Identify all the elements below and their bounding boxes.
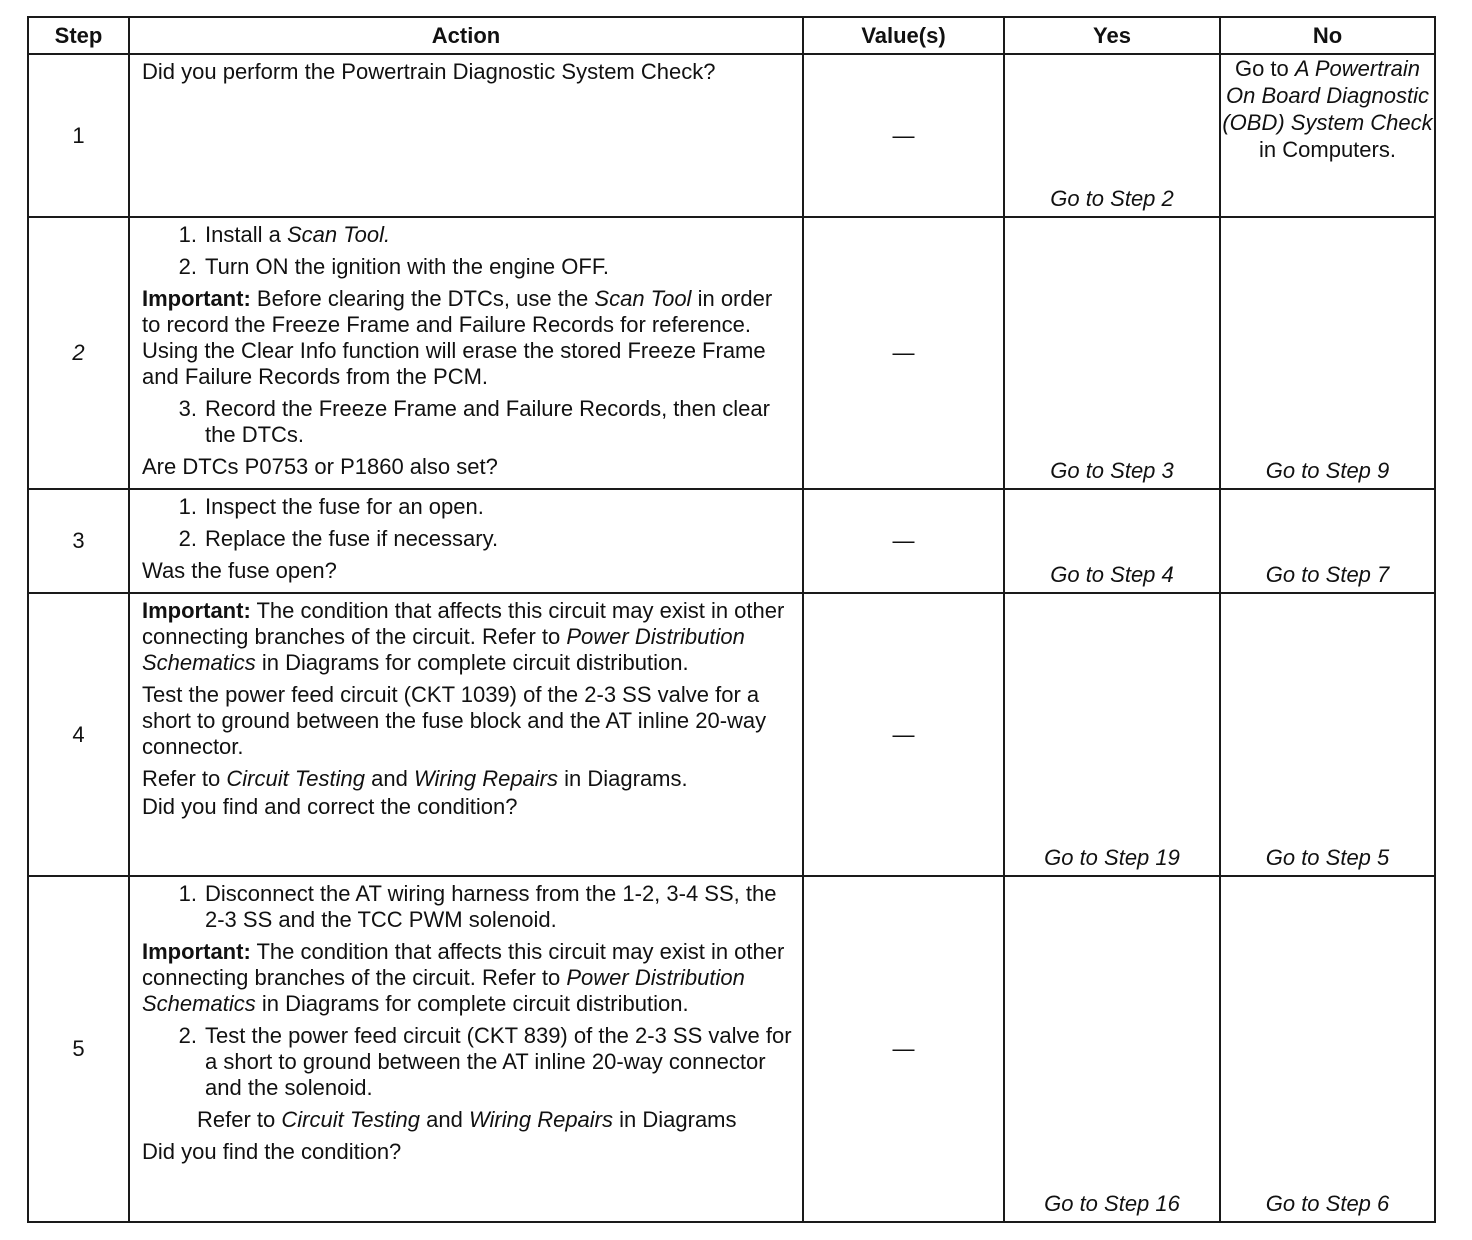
no-goto: Go to Step 6 — [1265, 1191, 1390, 1216]
reference-text: and — [371, 766, 408, 791]
no-goto: Go to Step 5 — [1265, 845, 1390, 870]
yes-goto: Go to Step 2 — [1050, 186, 1174, 211]
reference-text: and — [426, 1107, 463, 1132]
no-goto-prefix: Go to — [1234, 56, 1289, 81]
action-question: Did you perform the Powertrain Diagnostic System Check? — [142, 59, 716, 84]
reference-text: in Diagrams — [619, 1107, 737, 1132]
action-list-item — [142, 254, 792, 280]
action-list-item — [142, 494, 792, 520]
table-row — [28, 54, 1435, 217]
no-goto-in: in — [1259, 137, 1277, 162]
action-cell — [129, 593, 803, 876]
yes-cell — [1004, 489, 1220, 593]
step-number: 2 — [28, 217, 129, 489]
important-text: in order to record the Freeze Frame and Failure Records for reference. Using the Clear Info function will erase the stored Freeze Frame and Failure Records from the PCM. — [142, 286, 773, 389]
table-row — [28, 876, 1435, 1222]
important-text: The condition that affects this circuit may exist in other connecting branches of the circuit. Refer to — [142, 598, 785, 649]
action-question: Did you find the condition? — [142, 1139, 402, 1164]
list-text: Install a — [205, 222, 281, 247]
no-cell — [1220, 876, 1435, 1222]
yes-goto: Go to Step 4 — [1050, 562, 1174, 587]
value-cell — [803, 217, 1004, 489]
reference-text: Refer to — [197, 1107, 276, 1132]
header-action: Action — [129, 17, 803, 54]
reference-italic: Circuit Testing — [226, 766, 365, 791]
important-label: Important: — [142, 286, 251, 311]
action-question: Are DTCs P0753 or P1860 also set? — [142, 454, 498, 479]
no-goto-procedure: A Powertrain On Board Diagnostic (OBD) System Check — [1222, 56, 1433, 135]
header-no: No — [1220, 17, 1435, 54]
list-text: Disconnect the AT wiring harness from the 1-2, 3-4 SS, the 2-3 SS and the TCC PWM solenoid. — [205, 881, 777, 932]
yes-goto: Go to Step 19 — [1044, 845, 1180, 870]
reference-italic: Wiring Repairs — [413, 766, 559, 791]
important-note — [142, 598, 792, 676]
important-text: Before clearing the DTCs, use the — [256, 286, 589, 311]
value-dash: — — [892, 528, 915, 553]
no-goto-section: Computers. — [1282, 137, 1396, 162]
list-text: Record the Freeze Frame and Failure Records, then clear the DTCs. — [205, 396, 770, 447]
important-text: in Diagrams for complete circuit distribution. — [261, 991, 689, 1016]
reference-text: Refer to — [142, 766, 221, 791]
header-row — [28, 17, 1435, 54]
important-label: Important: — [142, 939, 251, 964]
reference-italic: Wiring Repairs — [468, 1107, 614, 1132]
important-label: Important: — [142, 598, 251, 623]
action-list-item — [142, 222, 792, 248]
step-number: 5 — [28, 876, 129, 1222]
value-cell — [803, 593, 1004, 876]
value-dash: — — [892, 721, 915, 747]
table-row — [28, 217, 1435, 489]
list-text: Test the power feed circuit (CKT 839) of the 2-3 SS valve for a short to ground between the AT inline 20-way connector and the solenoid. — [205, 1023, 792, 1100]
action-cell — [129, 217, 803, 489]
value-dash: — — [892, 1036, 915, 1061]
reference-italic: Circuit Testing — [281, 1107, 420, 1132]
header-step: Step — [28, 17, 129, 54]
action-list-item — [142, 526, 792, 552]
action-list-item — [142, 1023, 792, 1101]
list-number: 1. — [178, 881, 197, 906]
step-number: 1 — [28, 54, 129, 217]
header-values: Value(s) — [803, 17, 1004, 54]
no-goto: Go to Step 9 — [1265, 458, 1390, 483]
step-number: 3 — [28, 489, 129, 593]
yes-goto: Go to Step 16 — [1044, 1191, 1180, 1216]
value-dash: — — [892, 123, 915, 149]
yes-cell — [1004, 217, 1220, 489]
important-text: in Diagrams for complete circuit distribution. — [261, 650, 689, 675]
important-text-italic: Power Distribution Schematics — [142, 624, 745, 675]
yes-cell — [1004, 54, 1220, 217]
no-cell — [1220, 489, 1435, 593]
value-cell — [803, 876, 1004, 1222]
no-goto: Go to Step 7 — [1265, 562, 1390, 587]
no-cell — [1220, 217, 1435, 489]
action-question: Was the fuse open? — [142, 558, 337, 583]
yes-cell — [1004, 593, 1220, 876]
important-text: The condition that affects this circuit may exist in other connecting branches of the circuit. Refer to — [142, 939, 785, 990]
reference-text: in Diagrams. — [564, 766, 688, 791]
list-number: 2. — [178, 254, 197, 279]
list-text: Replace the fuse if necessary. — [205, 526, 499, 551]
header-yes: Yes — [1004, 17, 1220, 54]
value-cell — [803, 54, 1004, 217]
test-instruction: Test the power feed circuit (CKT 1039) of the 2-3 SS valve for a short to ground between the fuse block and the AT inline 20-way connector. — [142, 682, 767, 759]
yes-goto: Go to Step 3 — [1050, 458, 1174, 483]
table-row — [28, 593, 1435, 876]
value-dash: — — [892, 340, 915, 365]
no-goto — [1221, 55, 1434, 163]
action-cell — [129, 876, 803, 1222]
important-text-italic: Power Distribution Schematics — [142, 965, 745, 1016]
action-cell — [129, 489, 803, 593]
table-row — [28, 489, 1435, 593]
list-text-italic: Scan Tool. — [286, 222, 391, 247]
reference-note — [142, 1107, 792, 1133]
yes-cell — [1004, 876, 1220, 1222]
important-text-italic: Scan Tool — [594, 286, 692, 311]
list-number: 2. — [178, 1023, 197, 1048]
important-note — [142, 939, 792, 1017]
no-cell — [1220, 593, 1435, 876]
action-list-item — [142, 881, 792, 933]
reference-note — [142, 766, 792, 792]
step-number: 4 — [28, 593, 129, 876]
list-number: 1. — [178, 222, 197, 247]
important-note — [142, 286, 792, 390]
list-number: 3. — [178, 396, 197, 421]
action-cell — [129, 54, 803, 217]
diagnostic-table — [27, 16, 1436, 1223]
list-number: 1. — [178, 494, 197, 519]
list-text: Turn ON the ignition with the engine OFF. — [205, 254, 609, 279]
list-number: 2. — [178, 526, 197, 551]
action-list-item — [142, 396, 792, 448]
action-question: Did you find and correct the condition? — [142, 794, 518, 819]
no-cell — [1220, 54, 1435, 217]
list-text: Inspect the fuse for an open. — [205, 494, 484, 519]
value-cell — [803, 489, 1004, 593]
